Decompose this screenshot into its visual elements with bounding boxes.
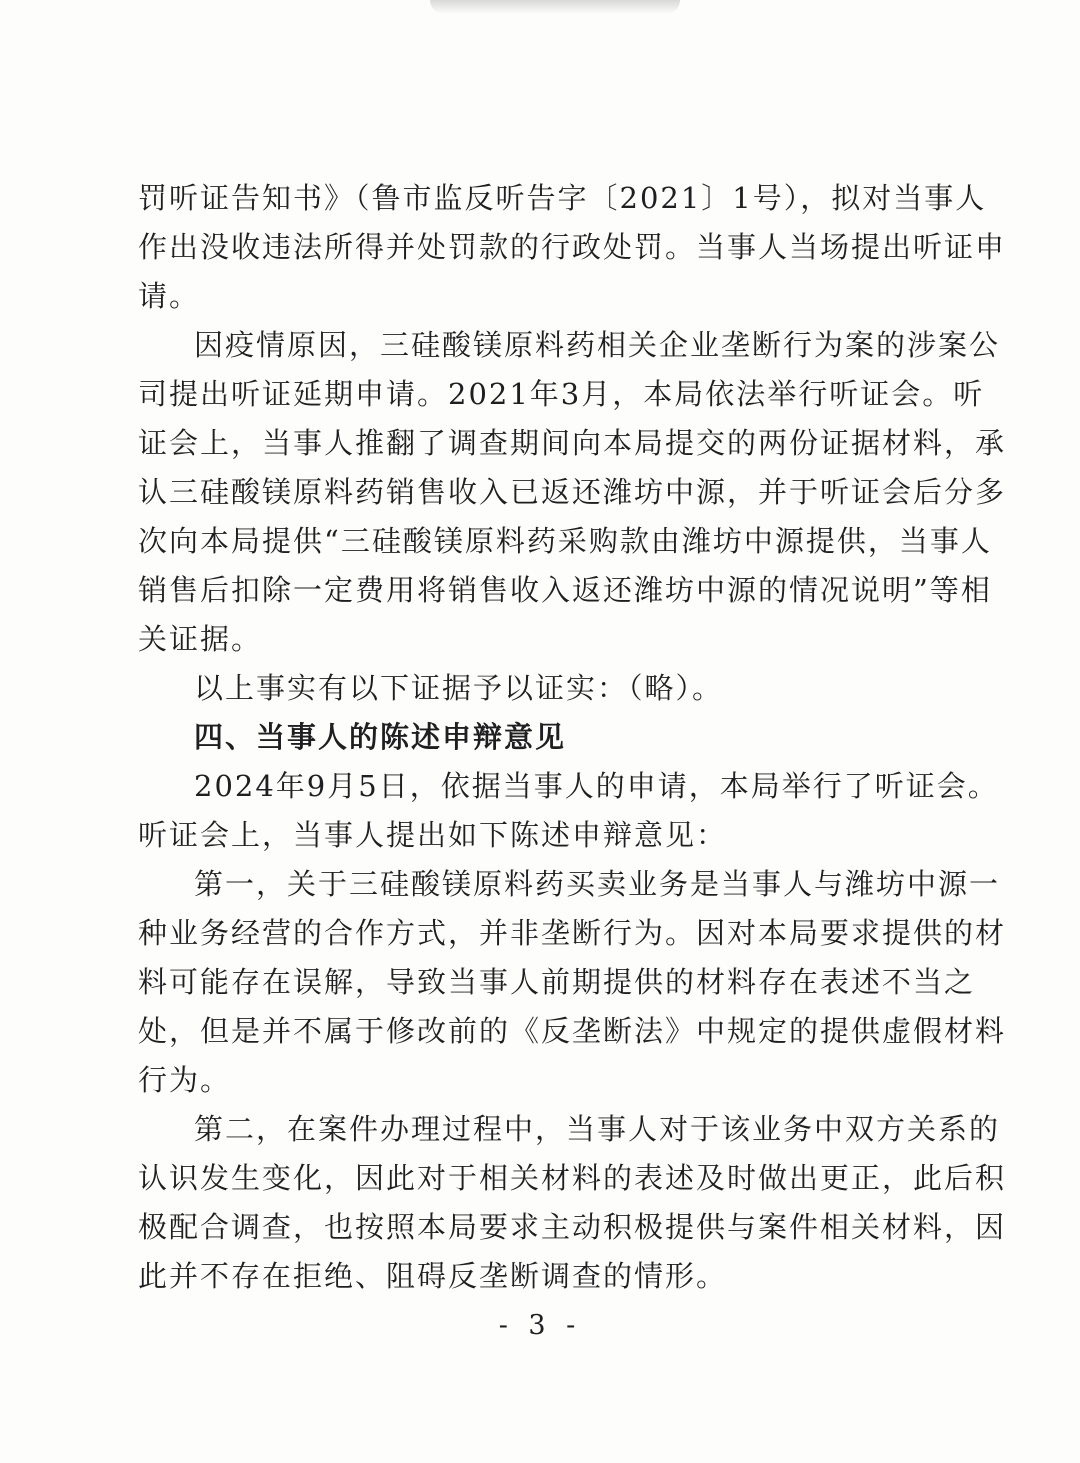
paragraph-line: 关证据。 bbox=[138, 622, 263, 656]
paragraph-line: 销售后扣除一定费用将销售收入返还潍坊中源的情况说明”等相 bbox=[138, 573, 992, 607]
paragraph-line: 以上事实有以下证据予以证实：（略）。 bbox=[194, 671, 724, 705]
paragraph-line: 请。 bbox=[138, 279, 201, 313]
paragraph-line: 作出没收违法所得并处罚款的行政处罚。当事人当场提出听证申 bbox=[138, 230, 1007, 264]
paragraph-line: 第一，关于三硅酸镁原料药买卖业务是当事人与潍坊中源一 bbox=[194, 867, 1001, 901]
paragraph-line: 证会上，当事人推翻了调查期间向本局提交的两份证据材料，承 bbox=[138, 426, 1007, 460]
paragraph-line: 料可能存在误解，导致当事人前期提供的材料存在表述不当之 bbox=[138, 965, 976, 999]
paragraph-line: 次向本局提供“三硅酸镁原料药采购款由潍坊中源提供，当事人 bbox=[138, 524, 992, 558]
paragraph-line: 认三硅酸镁原料药销售收入已返还潍坊中源，并于听证会后分多 bbox=[138, 475, 1007, 509]
paragraph-line: 2024年9月5日，依据当事人的申请，本局举行了听证会。 bbox=[194, 769, 999, 803]
paragraph-line: 因疫情原因，三硅酸镁原料药相关企业垄断行为案的涉案公 bbox=[194, 328, 1001, 362]
section-heading: 四、当事人的陈述申辩意见 bbox=[194, 720, 567, 754]
paragraph-line: 行为。 bbox=[138, 1063, 232, 1097]
paragraph-line: 司提出听证延期申请。2021年3月，本局依法举行听证会。听 bbox=[138, 377, 985, 411]
paragraph-line: 罚听证告知书》（鲁市监反听告字〔2021〕1号），拟对当事人 bbox=[138, 181, 987, 215]
paragraph-line: 认识发生变化，因此对于相关材料的表述及时做出更正，此后积 bbox=[138, 1161, 1007, 1195]
page-number: - 3 - bbox=[498, 1310, 582, 1341]
paragraph-line: 此并不存在拒绝、阻碍反垄断调查的情形。 bbox=[138, 1259, 728, 1293]
paragraph-line: 种业务经营的合作方式，并非垄断行为。因对本局要求提供的材 bbox=[138, 916, 1007, 950]
paragraph-line: 听证会上，当事人提出如下陈述申辩意见： bbox=[138, 818, 728, 852]
paragraph-line: 处，但是并不属于修改前的《反垄断法》中规定的提供虚假材料 bbox=[138, 1014, 1007, 1048]
paragraph-line: 极配合调查，也按照本局要求主动积极提供与案件相关材料，因 bbox=[138, 1210, 1007, 1244]
paragraph-line: 第二，在案件办理过程中，当事人对于该业务中双方关系的 bbox=[194, 1112, 1001, 1146]
scan-smudge bbox=[430, 0, 680, 14]
